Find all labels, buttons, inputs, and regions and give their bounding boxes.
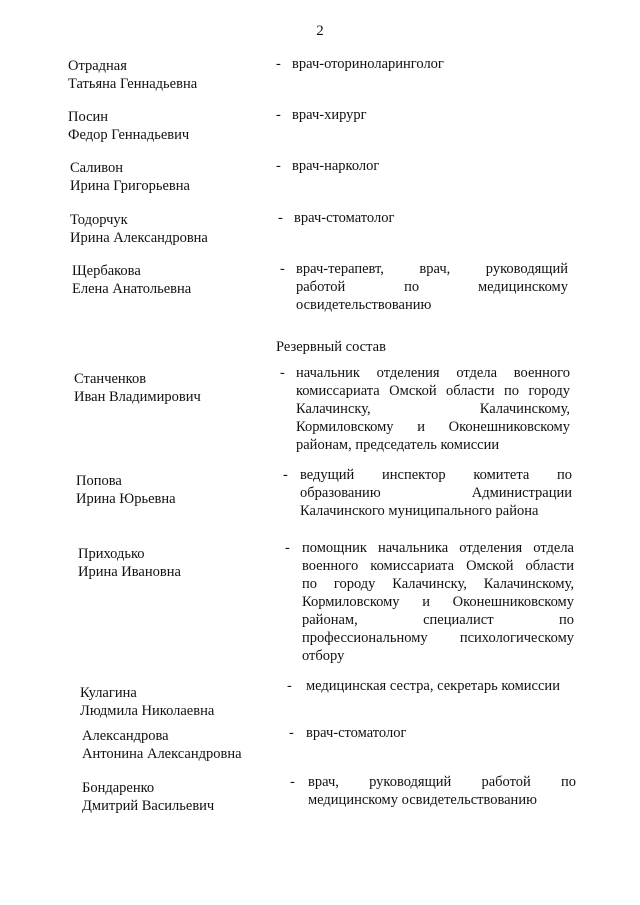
dash-separator: - bbox=[289, 725, 294, 741]
role-line: врач-стоматолог bbox=[306, 725, 407, 741]
role-line: районам, специалист по bbox=[302, 612, 574, 628]
role-line: районам, председатель комиссии bbox=[296, 437, 500, 453]
dash-separator: - bbox=[276, 158, 281, 174]
dash-separator: - bbox=[283, 467, 288, 483]
role-line: медицинская сестра, секретарь комиссии bbox=[306, 678, 560, 694]
role-line: врач-стоматолог bbox=[294, 210, 395, 226]
member-given-names: Ирина Григорьевна bbox=[70, 178, 190, 194]
member-role bbox=[294, 209, 574, 227]
member-surname: Отрадная bbox=[68, 58, 127, 74]
member-surname: Щербакова bbox=[72, 263, 141, 279]
member-given-names: Ирина Ивановна bbox=[78, 564, 181, 580]
member-surname: Саливон bbox=[70, 160, 123, 176]
role-line: профессиональному психологическому bbox=[302, 630, 574, 646]
member-given-names: Татьяна Геннадьевна bbox=[68, 76, 198, 92]
member-name bbox=[68, 108, 268, 144]
member-surname: Станченков bbox=[74, 371, 147, 387]
role-line: образованию Администрации bbox=[300, 485, 572, 501]
dash-separator: - bbox=[276, 56, 281, 72]
member-name bbox=[74, 370, 274, 406]
role-line: освидетельствованию bbox=[296, 297, 432, 313]
role-line: работой по медицинскому bbox=[296, 279, 568, 295]
dash-separator: - bbox=[278, 210, 283, 226]
member-given-names: Иван Владимирович bbox=[74, 389, 201, 405]
member-name bbox=[72, 262, 272, 298]
member-name bbox=[70, 159, 270, 195]
member-role bbox=[308, 773, 576, 809]
member-surname: Посин bbox=[68, 109, 109, 125]
role-line: врач-нарколог bbox=[292, 158, 380, 174]
role-line: помощник начальника отделения отдела bbox=[302, 540, 574, 556]
member-given-names: Елена Анатольевна bbox=[72, 281, 192, 297]
role-line: Кормиловскому и Оконешниковскому bbox=[302, 594, 574, 610]
member-role bbox=[306, 724, 572, 742]
role-line: врач, руководящий работой по bbox=[308, 774, 576, 790]
role-line: врач-терапевт, врач, руководящий bbox=[296, 261, 568, 277]
role-line: Кормиловскому и Оконешниковскому bbox=[296, 419, 570, 435]
dash-separator: - bbox=[287, 678, 292, 694]
member-surname: Тодорчук bbox=[70, 212, 128, 228]
member-role bbox=[296, 364, 570, 454]
page-number: 2 bbox=[316, 23, 324, 39]
member-role bbox=[296, 260, 568, 314]
member-surname: Кулагина bbox=[80, 685, 137, 701]
member-given-names: Антонина Александровна bbox=[82, 746, 242, 762]
role-line: медицинскому освидетельствованию bbox=[308, 792, 537, 808]
member-role bbox=[292, 106, 572, 124]
member-name bbox=[70, 211, 270, 247]
member-given-names: Федор Геннадьевич bbox=[68, 127, 190, 143]
member-surname: Бондаренко bbox=[82, 780, 155, 796]
role-line: Калачинску, Калачинскому, bbox=[296, 401, 570, 417]
role-line: начальник отделения отдела военного bbox=[296, 365, 570, 381]
member-surname: Приходько bbox=[78, 546, 145, 562]
dash-separator: - bbox=[276, 107, 281, 123]
member-given-names: Дмитрий Васильевич bbox=[82, 798, 215, 814]
member-role bbox=[306, 677, 572, 695]
role-line: Калачинского муниципального района bbox=[300, 503, 539, 519]
member-role bbox=[292, 55, 572, 73]
role-line: комиссариата Омской области по городу bbox=[296, 383, 570, 399]
member-surname: Попова bbox=[76, 473, 122, 489]
member-given-names: Ирина Юрьевна bbox=[76, 491, 176, 507]
dash-separator: - bbox=[280, 365, 285, 381]
role-line: военного комиссариата Омской области bbox=[302, 558, 574, 574]
member-given-names: Ирина Александровна bbox=[70, 230, 208, 246]
dash-separator: - bbox=[285, 540, 290, 556]
member-role bbox=[302, 539, 574, 665]
member-given-names: Людмила Николаевна bbox=[80, 703, 215, 719]
member-name bbox=[76, 472, 276, 508]
dash-separator: - bbox=[280, 261, 285, 277]
member-role bbox=[300, 466, 572, 520]
member-surname: Александрова bbox=[82, 728, 169, 744]
reserve-section-title: Резервный состав bbox=[276, 339, 386, 355]
role-line: по городу Калачинску, Калачинскому, bbox=[302, 576, 574, 592]
member-role bbox=[292, 157, 572, 175]
role-line: отбору bbox=[302, 648, 345, 664]
role-line: ведущий инспектор комитета по bbox=[300, 467, 572, 483]
member-name bbox=[78, 545, 278, 581]
member-name bbox=[68, 57, 268, 93]
member-name bbox=[80, 684, 280, 720]
role-line: врач-хирург bbox=[292, 107, 367, 123]
dash-separator: - bbox=[290, 774, 295, 790]
member-name bbox=[82, 779, 282, 815]
member-name bbox=[82, 727, 282, 763]
role-line: врач-оториноларинголог bbox=[292, 56, 444, 72]
